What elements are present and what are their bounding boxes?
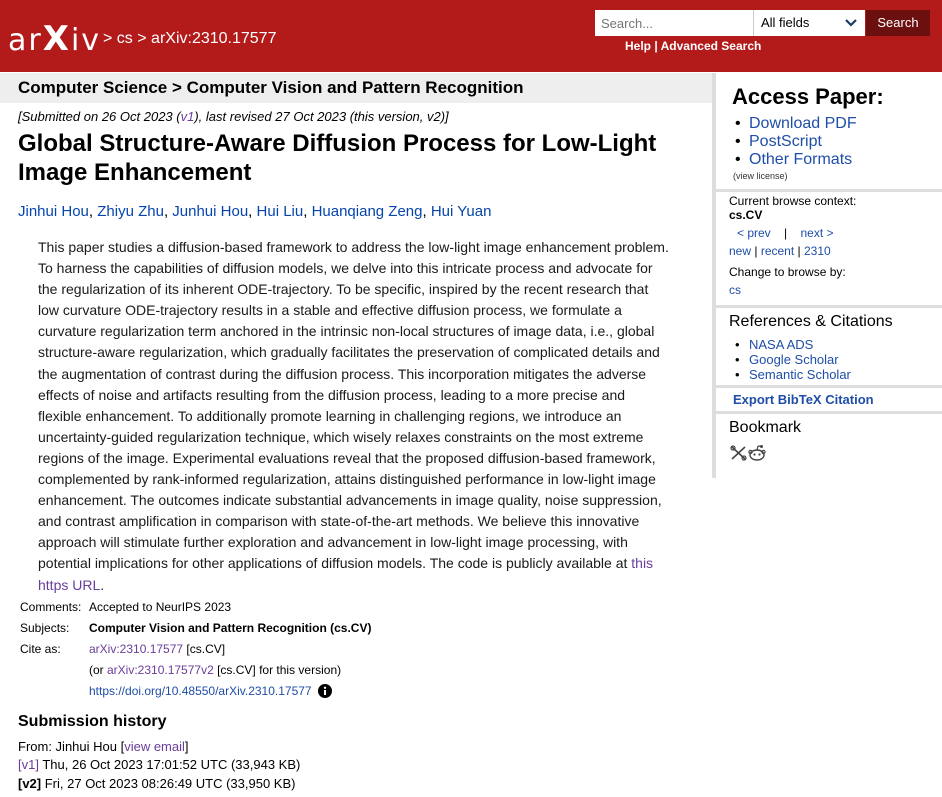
context-label: Current browse context: bbox=[729, 194, 857, 208]
access-paper-title: Access Paper: bbox=[732, 84, 884, 109]
search-field-select[interactable] bbox=[753, 10, 865, 36]
logo-x: X bbox=[42, 19, 71, 59]
help-link[interactable]: Help bbox=[625, 39, 652, 53]
panel-divider bbox=[716, 385, 942, 388]
prev-link[interactable]: < prev bbox=[737, 226, 771, 240]
search-button[interactable]: Search bbox=[866, 10, 930, 36]
nav-separator: | bbox=[797, 244, 801, 258]
author-link[interactable]: Zhiyu Zhu bbox=[97, 203, 164, 220]
dateline-pre: [Submitted on 26 Oct 2023 ( bbox=[18, 109, 181, 124]
list-item bbox=[732, 367, 851, 382]
logo-suffix: iv bbox=[70, 23, 102, 58]
new-link[interactable]: new bbox=[729, 244, 752, 258]
history-v2 bbox=[18, 776, 295, 791]
history-from-pre: From: Jinhui Hou [ bbox=[18, 739, 125, 754]
history-from-post: ] bbox=[184, 739, 189, 754]
change-browse-options bbox=[729, 283, 741, 297]
context-value: cs.CV bbox=[729, 208, 763, 222]
doi-link[interactable]: https://doi.org/10.48550/arXiv.2310.17577 bbox=[89, 684, 312, 698]
reddit-icon[interactable] bbox=[747, 443, 767, 463]
abstract bbox=[38, 237, 672, 596]
subjects-label: Subjects: bbox=[20, 621, 70, 635]
browse-list bbox=[729, 244, 831, 258]
nav-separator: | bbox=[754, 244, 758, 258]
logo-prefix: ar bbox=[8, 23, 43, 58]
bookmark-title: Bookmark bbox=[729, 419, 802, 436]
author-link[interactable]: Junhui Hou bbox=[172, 203, 249, 220]
breadcrumb-separator: > bbox=[103, 30, 113, 47]
references-list bbox=[732, 337, 851, 382]
access-list bbox=[732, 115, 857, 169]
list-item bbox=[732, 151, 857, 169]
history-from bbox=[18, 739, 189, 754]
cite-or-post: [cs.CV] for this version) bbox=[213, 663, 342, 677]
author-link[interactable]: Hui Yuan bbox=[430, 203, 492, 220]
comments-label: Comments: bbox=[20, 600, 82, 614]
breadcrumb bbox=[103, 30, 276, 48]
next-link[interactable]: next > bbox=[800, 226, 834, 240]
postscript-link[interactable]: PostScript bbox=[749, 133, 822, 150]
breadcrumb-cs-link[interactable]: cs bbox=[116, 30, 133, 47]
bibsonomy-icon[interactable] bbox=[729, 443, 749, 463]
paper-title: Global Structure-Aware Diffusion Process for Low-Light Image Enhancement bbox=[18, 130, 657, 186]
site-header bbox=[0, 0, 942, 72]
comments-value: Accepted to NeurIPS 2023 bbox=[89, 600, 232, 614]
history-v1 bbox=[18, 757, 300, 772]
dateline-post: ), last revised 27 Oct 2023 (this version, v2)] bbox=[194, 109, 449, 124]
cite-id-link[interactable]: arXiv:2310.17577 bbox=[89, 642, 184, 656]
history-v2-label: [v2] bbox=[18, 776, 42, 791]
subjects-value: Computer Vision and Pattern Recognition (cs.CV) bbox=[89, 621, 372, 635]
help-separator: | bbox=[654, 39, 658, 53]
references-title: References & Citations bbox=[729, 313, 893, 330]
submission-dateline bbox=[18, 109, 449, 124]
breadcrumb-separator: > bbox=[137, 30, 147, 47]
code-url-link[interactable]: this https URL bbox=[38, 555, 654, 593]
panel-border bbox=[712, 73, 716, 478]
history-v2-text: Fri, 27 Oct 2023 08:26:49 UTC (33,950 KB) bbox=[41, 776, 296, 791]
arxiv-logo[interactable] bbox=[8, 19, 102, 59]
cite-category: [cs.CV] bbox=[183, 642, 226, 656]
export-bibtex-link[interactable]: Export BibTeX Citation bbox=[733, 392, 874, 407]
search-field-selected: All fields bbox=[761, 15, 810, 30]
help-links bbox=[625, 39, 761, 53]
history-v1-link[interactable]: [v1] bbox=[18, 757, 39, 772]
list-item bbox=[732, 133, 857, 151]
author-link[interactable]: Huanqiang Zeng bbox=[311, 203, 423, 220]
author-link[interactable]: Jinhui Hou bbox=[18, 203, 89, 220]
year-link[interactable]: 2310 bbox=[804, 244, 831, 258]
semantic-scholar-link[interactable]: Semantic Scholar bbox=[749, 367, 851, 382]
panel-divider bbox=[716, 189, 942, 192]
dateline-v1-link[interactable]: v1 bbox=[180, 109, 195, 124]
list-item bbox=[732, 352, 851, 367]
search-input[interactable] bbox=[595, 10, 753, 36]
view-email-link[interactable]: view email bbox=[124, 739, 185, 754]
cite-label: Cite as: bbox=[20, 642, 61, 656]
panel-divider bbox=[716, 305, 942, 308]
view-license-link[interactable]: (view license) bbox=[733, 171, 788, 181]
author-list: Jinhui Hou, Zhiyu Zhu, Junhui Hou, Hui Liu, Huanqiang Zeng, Hui Yuan bbox=[18, 203, 492, 220]
browse-nav bbox=[737, 226, 834, 240]
nav-separator: | bbox=[784, 226, 788, 240]
list-item bbox=[732, 115, 857, 133]
download-pdf-link[interactable]: Download PDF bbox=[749, 115, 857, 132]
author-link[interactable]: Hui Liu bbox=[256, 203, 304, 220]
list-item bbox=[732, 337, 851, 352]
panel-divider bbox=[716, 411, 942, 414]
subject-path: Computer Science > Computer Vision and Pattern Recognition bbox=[18, 78, 524, 97]
nasa-ads-link[interactable]: NASA ADS bbox=[749, 337, 814, 352]
abstract-text: This paper studies a diffusion-based framework to address the low-light image enhancement problem. To harness the capabilities of diffusion models, we delve into this intricate process and advocate for the regularization of its inherent ODE-trajectory. To be specific, inspired by the recent research that low curvature ODE-trajectory results in a stable and effective diffusion process, we formulate a curvature regularization term anchored in the intrinsic non-local structures of image data, i.e., global structure-aware regularization, which gradually facilitates the preservation of complicated details and the augmentation of contrast during the diffusion process. This incorporation mitigates the adverse effects of noise and artifacts resulting from the diffusion process, leading to a more precise and flexible enhancement. To additionally promote learning in challenging regions, we introduce an uncertainty-guided regularization technique, which wisely relaxes constraints on the most extreme regions of the image. Experimental evaluations reveal that the proposed diffusion-based framework, complemented by rank-informed regularization, attains distinguished performance in low-light image enhancement. The outcomes indicate substantial advancements in image quality, noise suppression, and contrast amplification in comparison with state-of-the-art methods. We believe this innovative approach will stimulate further exploration and advancement in low-light image processing, with potential implications for other applications of diffusion models. The code is publicly available at bbox=[38, 239, 669, 572]
chevron-down-icon bbox=[843, 12, 859, 32]
other-formats-link[interactable]: Other Formats bbox=[749, 151, 853, 168]
browse-cs-link[interactable]: cs bbox=[729, 283, 741, 297]
abstract-end: . bbox=[100, 576, 105, 593]
subject-bar bbox=[0, 73, 712, 103]
recent-link[interactable]: recent bbox=[760, 244, 795, 258]
google-scholar-link[interactable]: Google Scholar bbox=[749, 352, 839, 367]
cite-v2-link[interactable]: arXiv:2310.17577v2 bbox=[107, 663, 214, 677]
history-v1-text: Thu, 26 Oct 2023 17:01:52 UTC (33,943 KB) bbox=[38, 757, 301, 772]
breadcrumb-paper-id: arXiv:2310.17577 bbox=[151, 30, 277, 47]
submission-history-title: Submission history bbox=[18, 713, 167, 730]
advanced-search-link[interactable]: Advanced Search bbox=[660, 39, 762, 53]
cite-or-pre: (or bbox=[89, 663, 107, 677]
info-icon[interactable] bbox=[318, 684, 332, 698]
change-browse-label: Change to browse by: bbox=[729, 265, 846, 279]
